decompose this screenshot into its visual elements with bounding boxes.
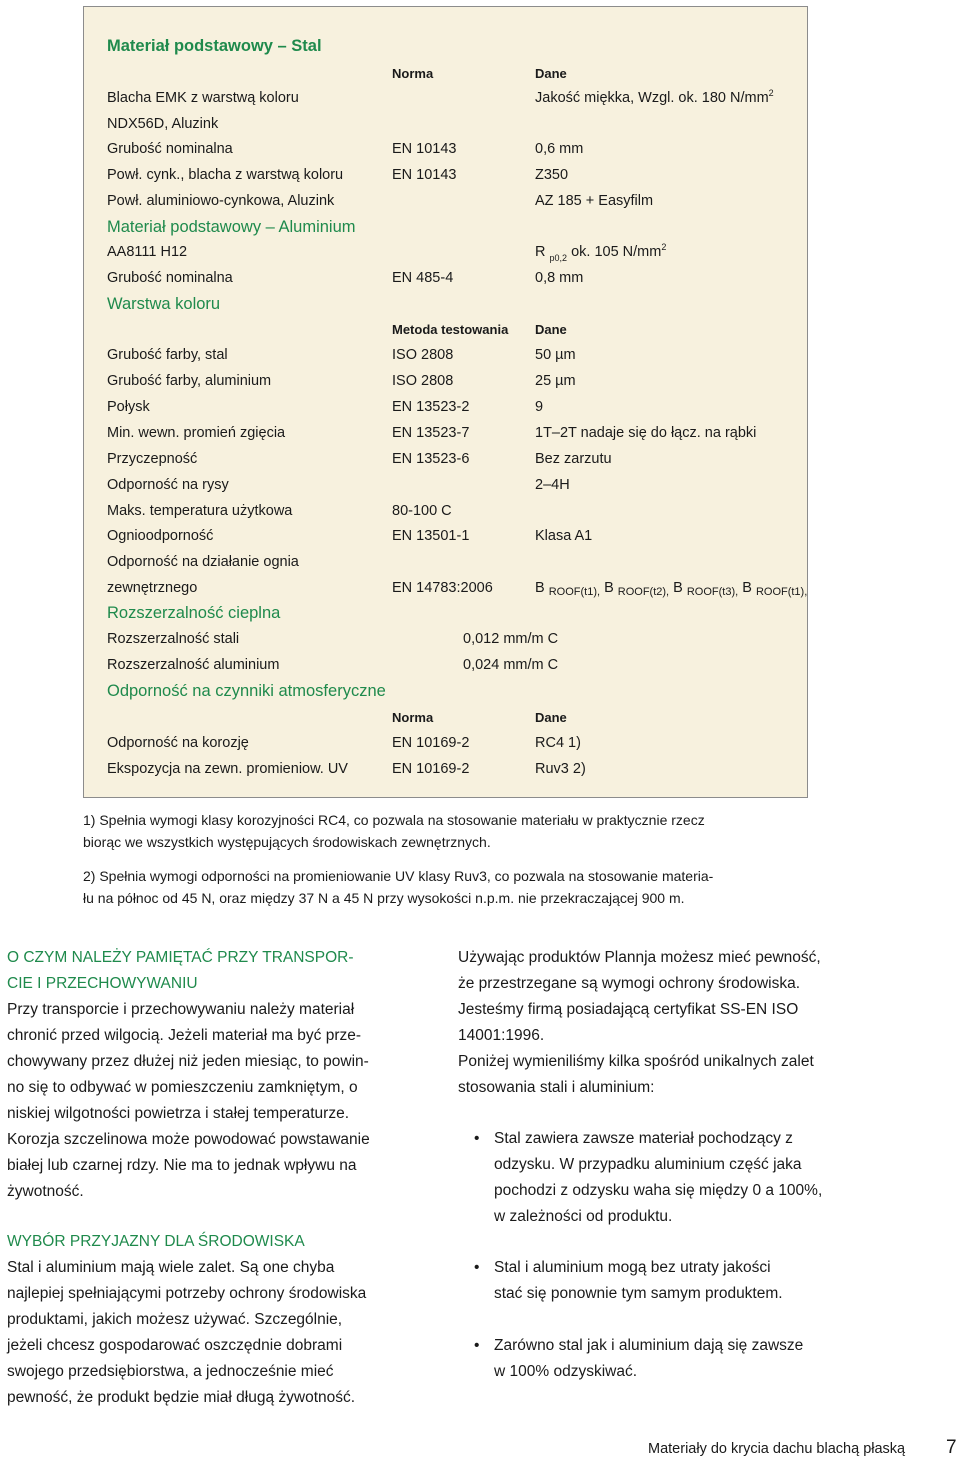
- steel-r5-value: AZ 185 + Easyfilm: [535, 193, 654, 209]
- footnote-1-line2: biorąc we wszystkich występujących środowiskach zewnętrznych.: [83, 834, 491, 850]
- transport-text-line: białej lub czarnej rdzy. Nie ma to jednak wpływu na: [7, 1157, 357, 1174]
- eco-text-line: swojego przedsiębiorstwa, a jednocześnie mieć: [7, 1363, 334, 1380]
- coating-section-title: Warstwa koloru: [107, 295, 221, 313]
- transport-text-line: żywotność.: [7, 1183, 84, 1200]
- expansion-r2-label: Rozszerzalność aluminium: [107, 657, 280, 673]
- coating-row-label: Połysk: [107, 399, 150, 415]
- coating-row-value: Klasa A1: [535, 528, 593, 544]
- weather-r2-norm: EN 10169-2: [392, 761, 470, 777]
- coating-row-norm: 80-100 C: [392, 503, 452, 519]
- steel-r4-label: Powł. cynk., blacha z warstwą koloru: [107, 167, 344, 183]
- right-intro-line: stosowania stali i aluminium:: [458, 1079, 655, 1096]
- coating-row-label: Maks. temperatura użytkowa: [107, 503, 293, 519]
- aluminium-r1-label: AA8111 H12: [107, 244, 188, 260]
- bullet-1-line: pochodzi z odzysku waha się między 0 a 100%,: [494, 1182, 823, 1199]
- footnote-1-line1: 1) Spełnia wymogi klasy korozyjności RC4, co pozwala na stosowanie materiału w praktycznie rzecz: [83, 812, 705, 828]
- coating-row-norm: ISO 2808: [392, 347, 454, 363]
- aluminium-r2-norm: EN 485-4: [392, 270, 454, 286]
- weather-r1-value: RC4 1): [535, 735, 581, 751]
- coating-row-label: Grubość farby, stal: [107, 347, 228, 363]
- expansion-r1-label: Rozszerzalność stali: [107, 631, 240, 647]
- fire-classification: B $_{ROOF(t1),}$ B $_{ROOF(t2),}$ B $_{ROOF(t3),}$ B $_{ROOF(t1),}$: [535, 580, 808, 598]
- bullet-3-line: w 100% odzyskiwać.: [494, 1363, 638, 1380]
- steel-section-title: Materiał podstawowy – Stal: [107, 37, 322, 55]
- coating-row-label: Ognioodporność: [107, 528, 214, 544]
- weather-r2-label: Ekspozycja na zewn. promieniow. UV: [107, 761, 348, 777]
- weather-r2-value: Ruv3 2): [535, 761, 586, 777]
- aluminium-r2-value: 0,8 mm: [535, 270, 584, 286]
- weather-section-title: Odporność na czynniki atmosferyczne: [107, 682, 386, 700]
- coating-row-label: Min. wewn. promień zgięcia: [107, 425, 286, 441]
- coating-row-norm: EN 13523-7: [392, 425, 470, 441]
- bullet-icon: •: [474, 1259, 480, 1276]
- steel-col-norma: Norma: [392, 66, 434, 81]
- weather-r1-norm: EN 10169-2: [392, 735, 470, 751]
- steel-r3-norm: EN 10143: [392, 141, 457, 157]
- bullet-1-line: Stal zawiera zawsze materiał pochodzący z: [494, 1130, 793, 1147]
- coating-row-label: Przyczepność: [107, 451, 198, 467]
- steel-r4-value: Z350: [535, 167, 569, 183]
- transport-text-line: Przy transporcie i przechowywaniu należy materiał: [7, 1001, 355, 1018]
- bullet-2-line: stać się ponownie tym samym produktem.: [494, 1285, 783, 1302]
- transport-text-line: chronić przed wilgocią. Jeżeli materiał ma być prze-: [7, 1027, 362, 1044]
- expansion-r2-value: 0,024 mm/m C: [463, 657, 559, 673]
- fire-label-line1: Odporność na działanie ognia: [107, 554, 299, 570]
- coating-row-norm: ISO 2808: [392, 373, 454, 389]
- page-number: 7: [946, 1437, 957, 1458]
- fire-label-line2: zewnętrznego: [107, 580, 198, 596]
- coating-row-norm: EN 13523-6: [392, 451, 470, 467]
- steel-r5-label: Powł. aluminiowo-cynkowa, Aluzink: [107, 193, 335, 209]
- expansion-section-title: Rozszerzalność cieplna: [107, 604, 281, 622]
- eco-text-line: Stal i aluminium mają wiele zalet. Są one chyba: [7, 1259, 335, 1276]
- right-intro-line: Poniżej wymieniliśmy kilka spośród unikalnych zalet: [458, 1053, 814, 1070]
- transport-text-line: no się to odbywać w pomieszczeniu zamkniętym, o: [7, 1079, 358, 1096]
- expansion-r1-value: 0,012 mm/m C: [463, 631, 559, 647]
- fire-norm: EN 14783:2006: [392, 580, 493, 596]
- eco-text-line: najlepiej spełniającymi potrzeby ochrony środowiska: [7, 1285, 367, 1302]
- coating-row-value: Bez zarzutu: [535, 451, 612, 467]
- coating-row-value: 9: [535, 399, 544, 415]
- bullet-2-line: Stal i aluminium mogą bez utraty jakości: [494, 1259, 771, 1276]
- coating-row-value: 50 µm: [535, 347, 576, 363]
- weather-col-dane: Dane: [535, 710, 567, 725]
- footer-title: Materiały do krycia dachu blachą płaską: [648, 1441, 906, 1457]
- coating-col-method: Metoda testowania: [392, 322, 509, 337]
- transport-text-line: niskiej wilgotności powietrza i stałej temperaturze.: [7, 1105, 350, 1122]
- steel-r3-label: Grubość nominalna: [107, 141, 233, 157]
- eco-text-line: jeżeli chcesz gospodarować oszczędnie dobrami: [7, 1337, 343, 1354]
- right-intro-line: że przestrzegane są wymogi ochrony środowiska.: [458, 975, 801, 992]
- aluminium-r2-label: Grubość nominalna: [107, 270, 233, 286]
- transport-text-line: Korozja szczelinowa może powodować powstawanie: [7, 1131, 370, 1148]
- steel-col-dane: Dane: [535, 66, 567, 81]
- coating-row-label: Grubość farby, aluminium: [107, 373, 272, 389]
- aluminium-section-title: Materiał podstawowy – Aluminium: [107, 218, 356, 236]
- coating-row-label: Odporność na rysy: [107, 477, 229, 493]
- aluminium-r1-value: R $_{p0,2}$ ok. 105 $N/mm^2$: [535, 242, 667, 263]
- bullet-icon: •: [474, 1130, 480, 1147]
- transport-title-line2: CIE I PRZECHOWYWANIU: [7, 975, 198, 992]
- coating-row-value: 2–4H: [535, 477, 570, 493]
- bullet-1-line: w zależności od produktu.: [494, 1208, 673, 1225]
- transport-title-line1: O CZYM NALEŻY PAMIĘTAĆ PRZY TRANSPOR-: [7, 949, 354, 966]
- coating-col-dane: Dane: [535, 322, 567, 337]
- right-intro-line: Używając produktów Plannja możesz mieć pewność,: [458, 949, 821, 966]
- eco-title: WYBÓR PRZYJAZNY DLA ŚRODOWISKA: [7, 1233, 305, 1250]
- bullet-1-line: odzysku. W przypadku aluminium część jaka: [494, 1156, 802, 1173]
- transport-text-line: chowywany przez dłużej niż jeden miesiąc, to powin-: [7, 1053, 369, 1070]
- bullet-3-line: Zarówno stal jak i aluminium dają się zawsze: [494, 1337, 804, 1354]
- eco-text-line: pewność, że produkt będzie miał długą żywotność.: [7, 1389, 356, 1406]
- right-intro-line: Jesteśmy firmą posiadającą certyfikat SS-EN ISO: [458, 1001, 799, 1018]
- eco-text-line: produktami, jakich możesz używać. Szczególnie,: [7, 1311, 343, 1328]
- coating-row-value: 1T–2T nadaje się do łącz. na rąbki: [535, 425, 757, 441]
- steel-r2-label: NDX56D, Aluzink: [107, 116, 219, 132]
- steel-r1-label: Blacha EMK z warstwą koloru: [107, 90, 299, 106]
- weather-col-norma: Norma: [392, 710, 434, 725]
- coating-row-norm: EN 13523-2: [392, 399, 470, 415]
- right-intro-line: 14001:1996.: [458, 1027, 545, 1044]
- footnote-2-line2: łu na północ od 45 N, oraz między 37 N a 45 N przy wysokości n.p.m. nie przekraczającej 900 m.: [83, 890, 685, 906]
- footnote-2-line1: 2) Spełnia wymogi odporności na promieniowanie UV klasy Ruv3, co pozwala na stosowanie materia-: [83, 868, 714, 884]
- steel-r4-norm: EN 10143: [392, 167, 457, 183]
- coating-row-norm: EN 13501-1: [392, 528, 470, 544]
- steel-r3-value: 0,6 mm: [535, 141, 584, 157]
- bullet-icon: •: [474, 1337, 480, 1354]
- steel-r1-value: Jakość miękka, Wzgl. ok. 180 $N/mm^2$: [535, 88, 774, 106]
- weather-r1-label: Odporność na korozję: [107, 735, 249, 751]
- coating-row-value: 25 µm: [535, 373, 576, 389]
